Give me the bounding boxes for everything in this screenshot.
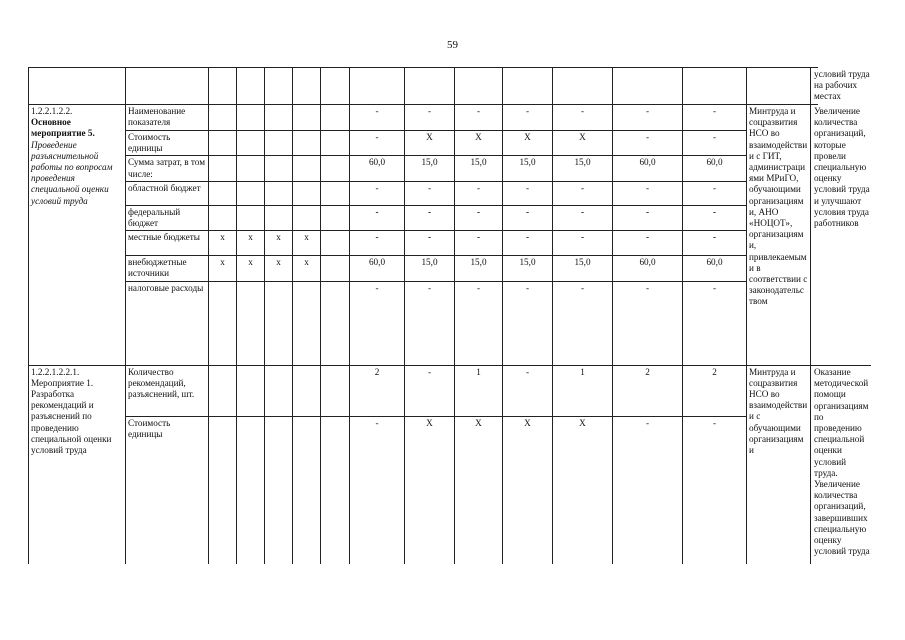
source-mark <box>265 205 293 230</box>
value-cell: - <box>455 281 503 365</box>
value-cell: - <box>455 105 503 131</box>
source-mark <box>209 131 237 156</box>
empty-cell <box>321 156 350 181</box>
value-cell: - <box>503 205 553 230</box>
source-mark: x <box>237 256 265 281</box>
empty-cell <box>321 365 350 416</box>
value-cell: - <box>683 181 747 205</box>
value-cell: - <box>683 416 747 564</box>
result-column <box>810 67 871 564</box>
source-mark: x <box>293 256 321 281</box>
table-row <box>29 205 819 230</box>
source-mark: x <box>265 256 293 281</box>
value-cell: - <box>613 105 683 131</box>
value-cell: - <box>613 281 683 365</box>
value-cell: 15,0 <box>455 256 503 281</box>
source-mark <box>265 365 293 416</box>
value-cell: - <box>405 105 455 131</box>
source-mark: x <box>293 231 321 256</box>
value-cell: X <box>455 416 503 564</box>
value-cell: 1 <box>553 365 613 416</box>
m5-result-text: Увеличение количества организаций, которые провели специальную оценку условий труда и улучшают условия труда работников <box>814 106 870 229</box>
m1-code: 1.2.2.1.2.2.1. <box>31 366 80 377</box>
source-mark <box>209 105 237 131</box>
value-cell: 60,0 <box>613 156 683 181</box>
value-cell: - <box>350 205 405 230</box>
source-mark: x <box>209 256 237 281</box>
indicator-label: Стоимость единицы <box>126 416 209 564</box>
indicator-label: Количество рекомендаций, разъяснений, шт. <box>126 365 209 416</box>
source-mark <box>265 416 293 564</box>
value-cell: - <box>613 231 683 256</box>
source-mark <box>265 281 293 365</box>
value-cell: - <box>405 281 455 365</box>
m1-title: Мероприятие 1. <box>31 377 94 388</box>
empty-cell <box>321 131 350 156</box>
value-cell: - <box>503 231 553 256</box>
value-cell: - <box>613 181 683 205</box>
source-mark <box>237 131 265 156</box>
value-cell: - <box>683 205 747 230</box>
value-cell: - <box>613 131 683 156</box>
indicator-label: федеральный бюджет <box>126 205 209 230</box>
empty-cell <box>321 205 350 230</box>
source-mark <box>237 181 265 205</box>
value-cell: - <box>613 205 683 230</box>
value-cell: - <box>455 205 503 230</box>
empty-cell <box>321 256 350 281</box>
value-cell: 15,0 <box>405 156 455 181</box>
value-cell: - <box>683 231 747 256</box>
value-cell: - <box>683 281 747 365</box>
value-cell: - <box>350 231 405 256</box>
value-cell: - <box>350 181 405 205</box>
source-mark <box>293 131 321 156</box>
value-cell: 2 <box>683 365 747 416</box>
value-cell: X <box>405 131 455 156</box>
value-cell: X <box>553 416 613 564</box>
indicator-label: местные бюджеты <box>126 231 209 256</box>
source-mark <box>293 365 321 416</box>
value-cell: - <box>405 181 455 205</box>
source-mark <box>209 416 237 564</box>
value-cell: - <box>553 281 613 365</box>
source-mark <box>209 205 237 230</box>
m5-title: Основное мероприятие 5. <box>31 117 95 139</box>
source-mark <box>237 205 265 230</box>
empty-cell <box>321 231 350 256</box>
value-cell: - <box>455 181 503 205</box>
m5-code: 1.2.2.1.2.2. <box>31 106 73 116</box>
value-cell: 15,0 <box>405 256 455 281</box>
table-row <box>29 105 819 131</box>
indicator-label: внебюджетные источники <box>126 256 209 281</box>
indicator-label: налоговые расходы <box>126 281 209 365</box>
value-cell: X <box>503 131 553 156</box>
indicator-label: Наименование показателя <box>126 105 209 131</box>
continuation-row <box>29 68 819 105</box>
source-mark <box>237 416 265 564</box>
indicator-label: Сумма затрат, в том числе: <box>126 156 209 181</box>
value-cell: - <box>613 416 683 564</box>
activities-table <box>28 67 818 564</box>
source-mark <box>237 105 265 131</box>
top-result-text: условий труда на рабочих местах <box>814 69 870 102</box>
value-cell: 1 <box>455 365 503 416</box>
value-cell: X <box>455 131 503 156</box>
value-cell: 60,0 <box>350 156 405 181</box>
value-cell: - <box>503 365 553 416</box>
value-cell: 2 <box>350 365 405 416</box>
m1-executors: Минтруда и соцразвития НСО во взаимодействии с обучающими организациями <box>747 365 811 564</box>
value-cell: X <box>553 131 613 156</box>
value-cell: 60,0 <box>350 256 405 281</box>
value-cell: - <box>350 105 405 131</box>
value-cell: 60,0 <box>683 156 747 181</box>
source-mark <box>209 156 237 181</box>
source-mark <box>209 281 237 365</box>
source-mark: x <box>265 231 293 256</box>
value-cell: 15,0 <box>553 256 613 281</box>
source-mark <box>265 105 293 131</box>
value-cell: 15,0 <box>455 156 503 181</box>
value-cell: - <box>553 105 613 131</box>
m1-title-cell <box>29 365 126 564</box>
value-cell: - <box>405 205 455 230</box>
value-cell: 2 <box>613 365 683 416</box>
source-mark <box>293 205 321 230</box>
m5-title-cell <box>29 105 126 366</box>
value-cell: - <box>350 131 405 156</box>
empty-cell <box>321 281 350 365</box>
source-mark <box>293 281 321 365</box>
m5-executors: Минтруда и соцразвития НСО во взаимодействии с ГИТ, администрациями МРиГО, обучающими организациями, АНО «НОЦОТ», организациями, привлекаемыми в соответствии с законодательством <box>747 105 811 366</box>
value-cell: - <box>553 181 613 205</box>
value-cell: - <box>503 181 553 205</box>
value-cell: - <box>553 205 613 230</box>
value-cell: X <box>503 416 553 564</box>
page-number: 59 <box>447 39 458 51</box>
value-cell: - <box>683 105 747 131</box>
m5-description: Проведение разъяснительной работы по вопросам проведения специальной оценки условий труда <box>31 139 113 206</box>
indicator-label: областной бюджет <box>126 181 209 205</box>
source-mark: x <box>237 231 265 256</box>
value-cell: 15,0 <box>503 256 553 281</box>
empty-cell <box>321 181 350 205</box>
source-mark <box>293 416 321 564</box>
value-cell: - <box>683 131 747 156</box>
indicator-label: Стоимость единицы <box>126 131 209 156</box>
value-cell: - <box>405 231 455 256</box>
source-mark <box>265 131 293 156</box>
value-cell: - <box>350 281 405 365</box>
source-mark <box>293 181 321 205</box>
value-cell: - <box>455 231 503 256</box>
table-row <box>29 365 819 416</box>
empty-cell <box>321 105 350 131</box>
source-mark <box>265 181 293 205</box>
source-mark <box>209 181 237 205</box>
table-row <box>29 416 819 564</box>
empty-cell <box>321 416 350 564</box>
value-cell: X <box>405 416 455 564</box>
source-mark: x <box>209 231 237 256</box>
value-cell: - <box>503 105 553 131</box>
m1-result-text: Оказание методической помощи организациям по проведению специальной оценки условий труда. Увеличение количества организаций, завершивших специальную оценку условий труда <box>814 367 870 557</box>
value-cell: 15,0 <box>553 156 613 181</box>
table-row <box>29 256 819 281</box>
value-cell: 60,0 <box>683 256 747 281</box>
m1-description: Разработка рекомендаций и разъяснений по проведению специальной оценки условий труда <box>31 389 112 456</box>
value-cell: 60,0 <box>613 256 683 281</box>
table-row <box>29 131 819 156</box>
value-cell: - <box>553 231 613 256</box>
table-row <box>29 181 819 205</box>
source-mark <box>209 365 237 416</box>
value-cell: - <box>503 281 553 365</box>
source-mark <box>293 156 321 181</box>
source-mark <box>237 365 265 416</box>
table-row <box>29 231 819 256</box>
table-row <box>29 281 819 365</box>
value-cell: 15,0 <box>503 156 553 181</box>
value-cell: - <box>350 416 405 564</box>
source-mark <box>265 156 293 181</box>
source-mark <box>237 156 265 181</box>
source-mark <box>237 281 265 365</box>
source-mark <box>293 105 321 131</box>
table-row <box>29 156 819 181</box>
value-cell: - <box>405 365 455 416</box>
